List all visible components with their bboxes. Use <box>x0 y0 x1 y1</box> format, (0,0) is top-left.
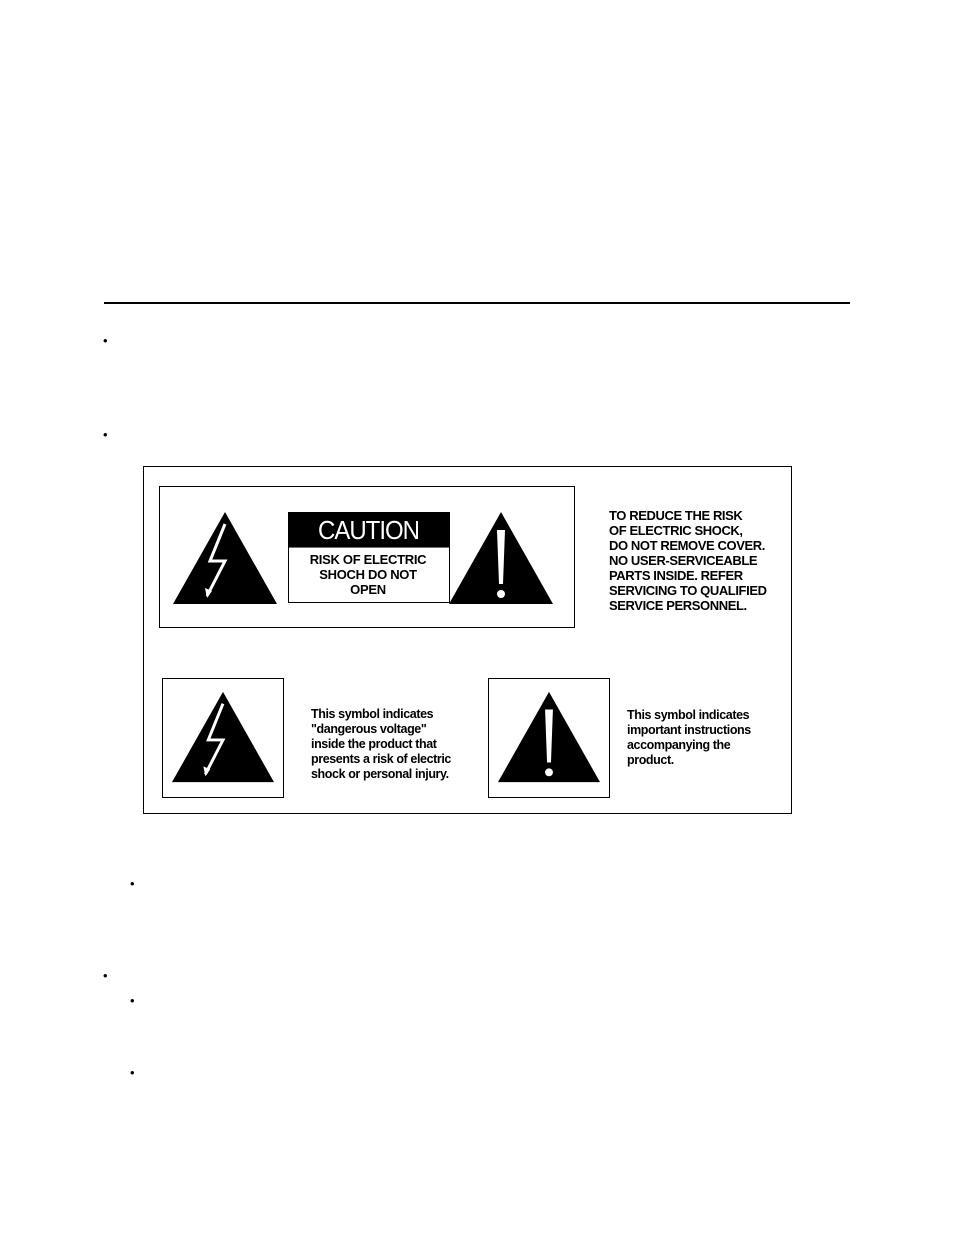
description-line: important instructions <box>627 723 751 737</box>
caution-line: RISK OF ELECTRIC <box>309 552 427 567</box>
caution-label <box>288 512 450 603</box>
caution-line: OPEN <box>350 582 386 597</box>
sub-bullet-1: • <box>130 876 135 891</box>
description-line: inside the product that <box>311 737 437 751</box>
caution-line: SHOCH DO NOT <box>319 567 417 582</box>
voltage-symbol-description <box>311 707 481 782</box>
caution-subtext <box>289 552 447 597</box>
description-line: product. <box>627 753 674 767</box>
warning-line: PARTS INSIDE. REFER <box>609 568 743 583</box>
warning-line: DO NOT REMOVE COVER. <box>609 538 765 553</box>
instruction-symbol-description <box>627 708 787 768</box>
description-line: shock or personal injury. <box>311 767 449 781</box>
description-line: "dangerous voltage" <box>311 722 427 736</box>
description-line: This symbol indicates <box>311 707 434 721</box>
warning-line: OF ELECTRIC SHOCK, <box>609 523 743 538</box>
exclamation-triangle-icon <box>498 691 600 783</box>
section-divider <box>104 302 850 304</box>
lightning-triangle-icon <box>172 691 274 783</box>
warning-line: TO REDUCE THE RISK <box>609 508 743 523</box>
warning-line: SERVICE PERSONNEL. <box>609 598 747 613</box>
caution-title: CAUTION <box>289 513 449 548</box>
bullet-1: • <box>103 333 108 348</box>
description-line: presents a risk of electric <box>311 752 451 766</box>
sub-bullet-2: • <box>130 993 135 1008</box>
shock-warning-text <box>609 508 789 613</box>
description-line: This symbol indicates <box>627 708 750 722</box>
sub-bullet-3: • <box>130 1065 135 1080</box>
warning-line: NO USER-SERVICEABLE <box>609 553 758 568</box>
lightning-triangle-icon <box>173 512 277 604</box>
bullet-2: • <box>103 427 108 442</box>
bullet-3: • <box>103 968 108 983</box>
exclamation-triangle-icon <box>449 512 553 604</box>
description-line: accompanying the <box>627 738 731 752</box>
warning-line: SERVICING TO QUALIFIED <box>609 583 767 598</box>
